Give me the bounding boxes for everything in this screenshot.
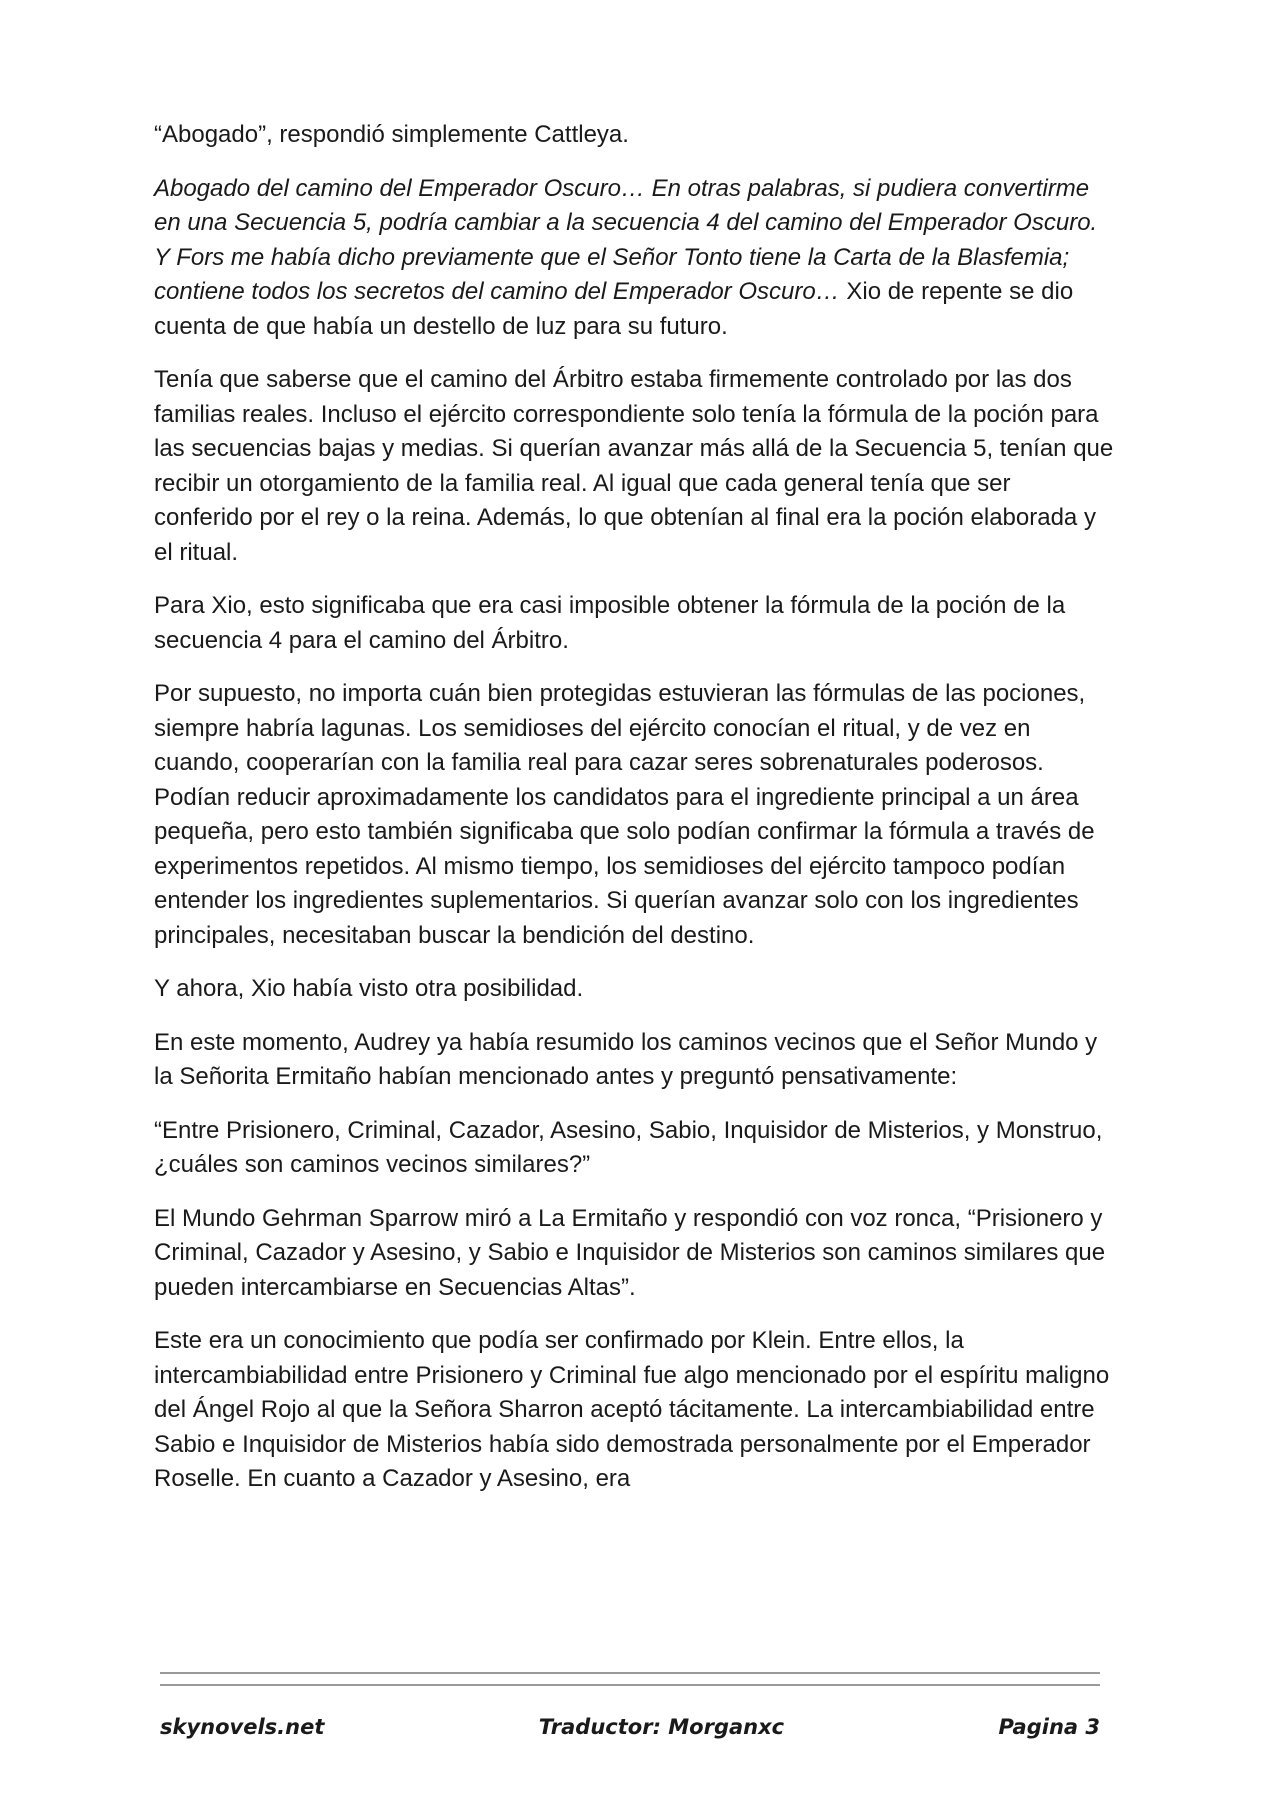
footer-site: skynovels.net bbox=[160, 1715, 325, 1739]
paragraph bbox=[154, 677, 1114, 953]
paragraph bbox=[154, 172, 1114, 345]
document-body bbox=[154, 118, 1114, 1516]
paragraph-text-italic: Abogado del camino del Emperador Oscuro… En otras palabras, si pudiera convertirme en una Secuencia 5, podría cambiar a la secuencia 4 del camino del Emperador Oscuro. Y Fors me había dicho previamente que el Señor Tonto tiene la Carta de la Blasfemia; contiene todos los secretos del camino del Emperador Oscuro… bbox=[154, 174, 1098, 305]
footer-page-number: Pagina 3 bbox=[998, 1715, 1100, 1739]
paragraph-text: “Abogado”, respondió simplemente Cattleya. bbox=[154, 121, 629, 148]
paragraph-text: Y ahora, Xio había visto otra posibilidad. bbox=[154, 975, 584, 1002]
footer-rule-bottom bbox=[160, 1684, 1100, 1686]
paragraph bbox=[154, 1202, 1114, 1306]
paragraph-text: Por supuesto, no importa cuán bien protegidas estuvieran las fórmulas de las pociones, siempre habría lagunas. Los semidioses del ejército conocían el ritual, y de vez en cuando, cooperarían con la familia real para cazar seres sobrenaturales poderosos. Podían reducir aproximadamente los candidatos para el ingrediente principal a un área pequeña, pero esto también significaba que solo podían confirmar la fórmula a través de experimentos repetidos. Al mismo tiempo, los semidioses del ejército tampoco podían entender los ingredientes suplementarios. Si querían avanzar solo con los ingredientes principales, necesitaban buscar la bendición del destino. bbox=[154, 680, 1095, 949]
paragraph-text: Xio de repente se dio cuenta de que había un destello de luz para su futuro. bbox=[154, 278, 1074, 340]
paragraph bbox=[154, 1114, 1114, 1183]
paragraph bbox=[154, 118, 1114, 153]
paragraph bbox=[154, 589, 1114, 658]
paragraph bbox=[154, 1324, 1114, 1497]
page-footer bbox=[160, 1715, 1100, 1739]
footer-divider bbox=[160, 1672, 1100, 1696]
paragraph-text: Tenía que saberse que el camino del Árbitro estaba firmemente controlado por las dos familias reales. Incluso el ejército correspondiente solo tenía la fórmula de la poción para las secuencias bajas y medias. Si querían avanzar más allá de la Secuencia 5, tenían que recibir un otorgamiento de la familia real. Al igual que cada general tenía que ser conferido por el rey o la reina. Además, lo que obtenían al final era la poción elaborada y el ritual. bbox=[154, 366, 1114, 566]
paragraph-text: En este momento, Audrey ya había resumido los caminos vecinos que el Señor Mundo y la Señorita Ermitaño habían mencionado antes y preguntó pensativamente: bbox=[154, 1028, 1098, 1090]
paragraph bbox=[154, 1026, 1114, 1095]
paragraph-text: Para Xio, esto significaba que era casi imposible obtener la fórmula de la poción de la secuencia 4 para el camino del Árbitro. bbox=[154, 592, 1066, 654]
footer-rule-top bbox=[160, 1672, 1100, 1674]
paragraph-text: Este era un conocimiento que podía ser confirmado por Klein. Entre ellos, la intercambiabilidad entre Prisionero y Criminal fue algo mencionado por el espíritu maligno del Ángel Rojo al que la Señora Sharron aceptó tácitamente. La intercambiabilidad entre Sabio e Inquisidor de Misterios había sido demostrada personalmente por el Emperador Roselle. En cuanto a Cazador y Asesino, era bbox=[154, 1327, 1110, 1492]
paragraph-text: El Mundo Gehrman Sparrow miró a La Ermitaño y respondió con voz ronca, “Prisionero y Criminal, Cazador y Asesino, y Sabio e Inquisidor de Misterios son caminos similares que pueden intercambiarse en Secuencias Altas”. bbox=[154, 1204, 1106, 1301]
paragraph bbox=[154, 972, 1114, 1007]
paragraph-text: “Entre Prisionero, Criminal, Cazador, Asesino, Sabio, Inquisidor de Misterios, y Monstruo, ¿cuáles son caminos vecinos similares?” bbox=[154, 1116, 1103, 1178]
footer-translator: Traductor: Morganxc bbox=[538, 1715, 785, 1739]
paragraph bbox=[154, 363, 1114, 570]
